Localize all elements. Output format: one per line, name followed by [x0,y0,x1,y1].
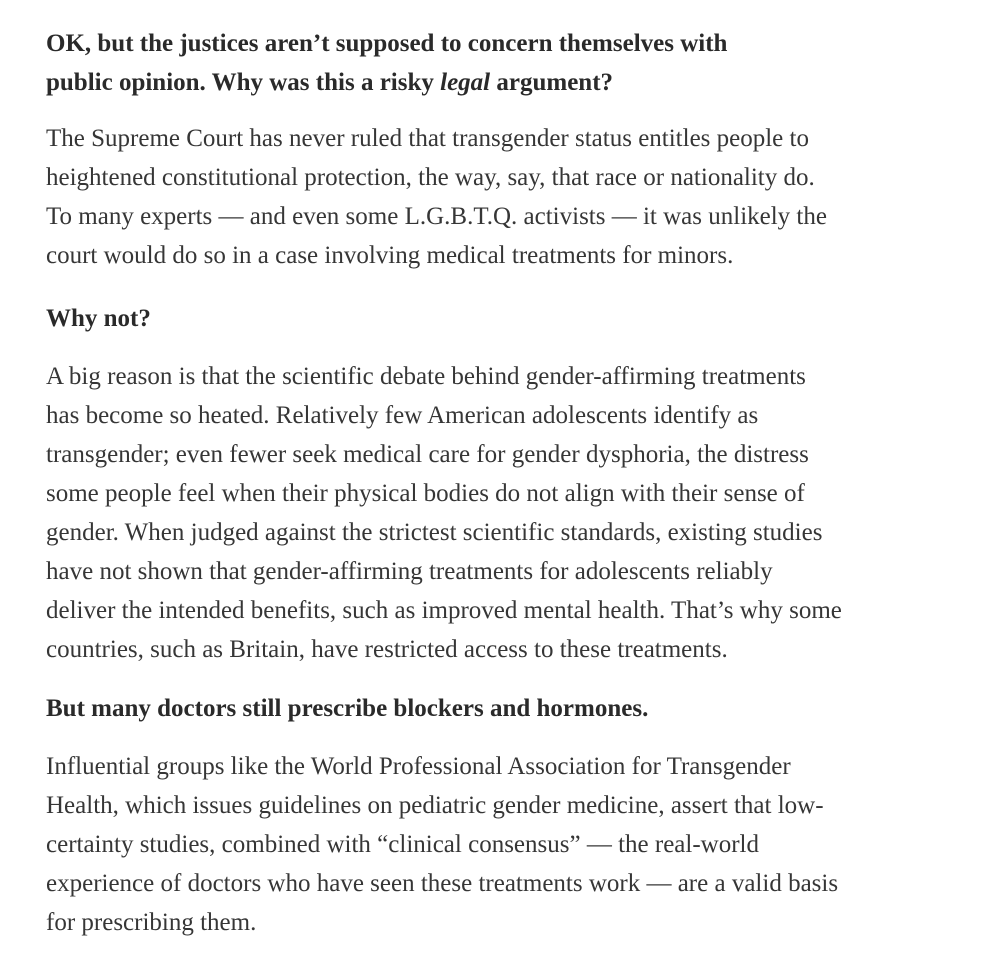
paragraph-line: experience of doctors who have seen these treatments work — are a valid basis [46,870,839,897]
paragraph-line: for prescribing them. [46,909,257,936]
paragraph-line: have not shown that gender-affirming treatments for adolescents reliably [46,558,773,585]
question-heading-why-not [46,299,986,338]
question-text: argument? [490,69,614,96]
paragraph-line: has become so heated. Relatively few American adolescents identify as [46,402,759,429]
question-line: OK, but the justices aren’t supposed to concern themselves with [46,30,728,57]
paragraph-line: Health, which issues guidelines on pediatric gender medicine, assert that low- [46,792,824,819]
question-heading-doctors-prescribe [46,689,986,728]
paragraph-line: The Supreme Court has never ruled that transgender status entitles people to [46,125,809,152]
paragraph-line: transgender; even fewer seek medical care for gender dysphoria, the distress [46,441,809,468]
question-emphasis: legal [440,69,491,96]
paragraph-line: Influential groups like the World Professional Association for Transgender [46,753,791,780]
question-text: public opinion. Why was this a risky [46,69,441,96]
paragraph-line: To many experts — and even some L.G.B.T.Q. activists — it was unlikely the [46,203,827,230]
paragraph-line: A big reason is that the scientific debate behind gender-affirming treatments [46,363,806,390]
answer-paragraph-supreme-court [46,119,986,275]
paragraph-line: countries, such as Britain, have restricted access to these treatments. [46,636,728,663]
paragraph-line: certainty studies, combined with “clinical consensus” — the real-world [46,831,759,858]
paragraph-line: gender. When judged against the strictest scientific standards, existing studies [46,519,823,546]
question-line: But many doctors still prescribe blockers and hormones. [46,695,649,722]
paragraph-line: heightened constitutional protection, the way, say, that race or nationality do. [46,164,815,191]
paragraph-line: some people feel when their physical bodies do not align with their sense of [46,480,805,507]
paragraph-line: deliver the intended benefits, such as improved mental health. That’s why some [46,597,842,624]
question-heading-legal-argument [46,24,986,102]
paragraph-line: court would do so in a case involving medical treatments for minors. [46,242,734,269]
question-line [46,63,986,102]
answer-paragraph-influential-groups [46,747,986,942]
answer-paragraph-scientific-debate [46,357,986,669]
question-line: Why not? [46,305,151,332]
article-body [46,24,986,942]
